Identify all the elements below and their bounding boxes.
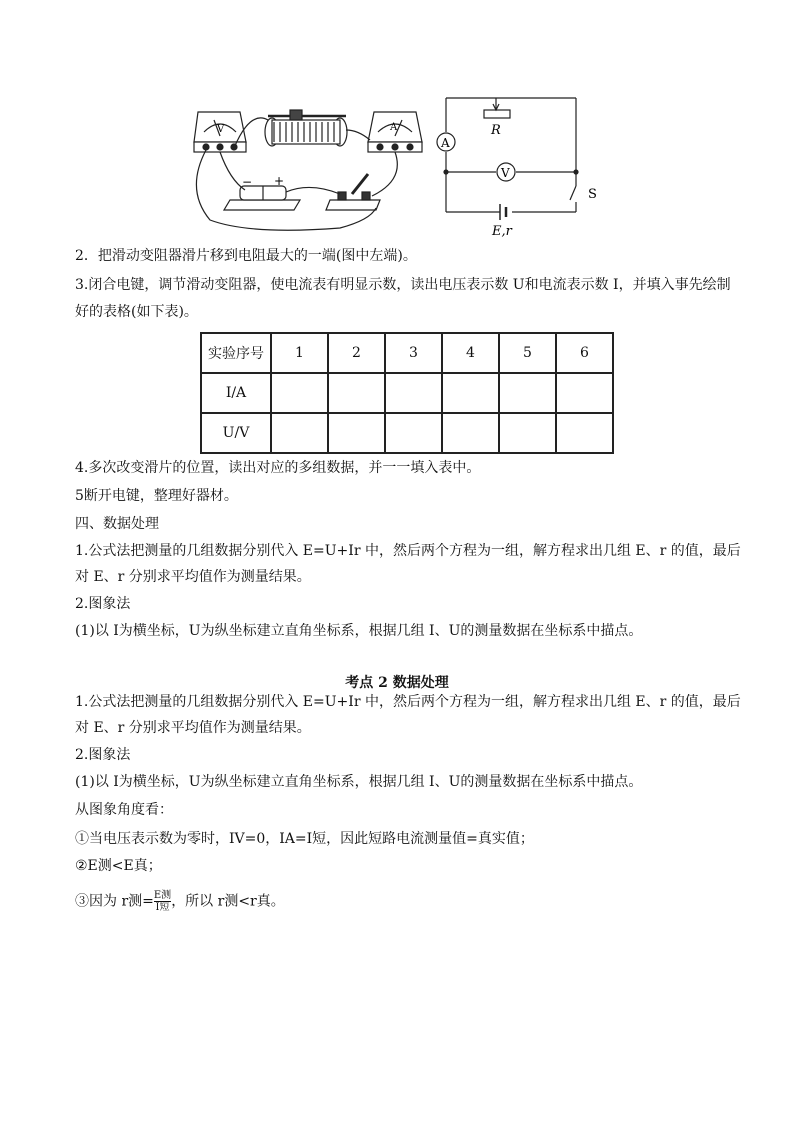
circuit-switch-label: S bbox=[588, 187, 597, 202]
step-3-line-2: 好的表格(如下表)。 bbox=[75, 304, 198, 320]
table-cell bbox=[271, 413, 328, 453]
s2-graph-view: 从图象角度看： bbox=[75, 802, 173, 818]
s2-graph-method-title: 2.图象法 bbox=[75, 747, 131, 763]
s2-item-3-suffix: ，所以 r测<r真。 bbox=[171, 893, 285, 910]
table-row-label: I/A bbox=[201, 373, 271, 413]
s2-item-3 bbox=[75, 890, 734, 913]
table-cell bbox=[328, 413, 385, 453]
step-5: 5断开电键，整理好器材。 bbox=[75, 488, 238, 504]
formula-method-line-1: 1.公式法把测量的几组数据分别代入 E=U+Ir 中，然后两个方程为一组，解方程求出几组 E、r 的值，最后 bbox=[75, 543, 741, 559]
table-row-label: U/V bbox=[201, 413, 271, 453]
s2-graph-method-step-1: (1)以 I为横坐标，U为纵坐标建立直角坐标系，根据几组 I、U的测量数据在坐标系中描点。 bbox=[75, 774, 643, 790]
circuit-resistor-label: R bbox=[491, 123, 501, 138]
circuit-ammeter-label: A bbox=[441, 136, 450, 150]
table-row bbox=[201, 373, 613, 413]
circuit-voltmeter-label: V bbox=[501, 166, 510, 180]
table-cell bbox=[328, 373, 385, 413]
table-header-cell: 实验序号 bbox=[201, 333, 271, 373]
s2-item-3-prefix: ③因为 r测= bbox=[75, 893, 154, 910]
minus-sign: − bbox=[242, 175, 253, 189]
table-cell bbox=[499, 413, 556, 453]
table-header-cell: 3 bbox=[385, 333, 442, 373]
graph-method-step-1: (1)以 I为横坐标，U为纵坐标建立直角坐标系，根据几组 I、U的测量数据在坐标系中描点。 bbox=[75, 623, 643, 639]
voltmeter-label: V bbox=[217, 124, 225, 135]
ammeter-label: A bbox=[390, 122, 398, 133]
circuit-battery-label: E,r bbox=[492, 224, 512, 239]
table-cell bbox=[556, 413, 613, 453]
section-4-title: 四、数据处理 bbox=[75, 516, 159, 532]
experiment-figure bbox=[190, 90, 610, 240]
battery-device bbox=[224, 186, 300, 210]
formula-method-line-2: 对 E、r 分别求平均值作为测量结果。 bbox=[75, 569, 311, 585]
table-cell bbox=[499, 373, 556, 413]
table-header-cell: 1 bbox=[271, 333, 328, 373]
table-cell bbox=[385, 413, 442, 453]
fraction-numerator: E测 bbox=[153, 890, 172, 901]
step-4: 4.多次改变滑片的位置，读出对应的多组数据，并一一填入表中。 bbox=[75, 460, 481, 476]
section-2-heading: 考点 2 数据处理 bbox=[345, 675, 449, 691]
graph-method-title: 2.图象法 bbox=[75, 596, 131, 612]
table-cell bbox=[556, 373, 613, 413]
fraction-denominator: I短 bbox=[155, 902, 170, 913]
step-2: 2．把滑动变阻器滑片移到电阻最大的一端(图中左端)。 bbox=[75, 248, 417, 264]
table-cell bbox=[271, 373, 328, 413]
table-cell bbox=[385, 373, 442, 413]
table-cell bbox=[442, 373, 499, 413]
table-header-row bbox=[201, 333, 613, 373]
rheostat-device bbox=[265, 110, 347, 146]
step-3-line-1: 3.闭合电键，调节滑动变阻器，使电流表有明显示数，读出电压表示数 U和电流表示数 I，并填入事先绘制 bbox=[75, 277, 731, 293]
table-header-cell: 5 bbox=[499, 333, 556, 373]
measurement-table bbox=[200, 332, 614, 454]
s2-formula-line-2: 对 E、r 分别求平均值作为测量结果。 bbox=[75, 720, 311, 736]
table-cell bbox=[442, 413, 499, 453]
table-header-cell: 6 bbox=[556, 333, 613, 373]
s2-formula-line-1: 1.公式法把测量的几组数据分别代入 E=U+Ir 中，然后两个方程为一组，解方程求出几组 E、r 的值，最后 bbox=[75, 694, 741, 710]
apparatus-and-circuit-svg bbox=[190, 90, 610, 240]
s2-item-2: ②E测<E真； bbox=[75, 858, 162, 874]
table-header-cell: 4 bbox=[442, 333, 499, 373]
table-row bbox=[201, 413, 613, 453]
s2-item-1: ①当电压表示数为零时，IV=0，IA=I短，因此短路电流测量值=真实值； bbox=[75, 831, 534, 847]
fraction bbox=[154, 890, 171, 913]
table-header-cell: 2 bbox=[328, 333, 385, 373]
plus-sign: + bbox=[274, 174, 285, 188]
circuit-diagram bbox=[437, 98, 578, 220]
